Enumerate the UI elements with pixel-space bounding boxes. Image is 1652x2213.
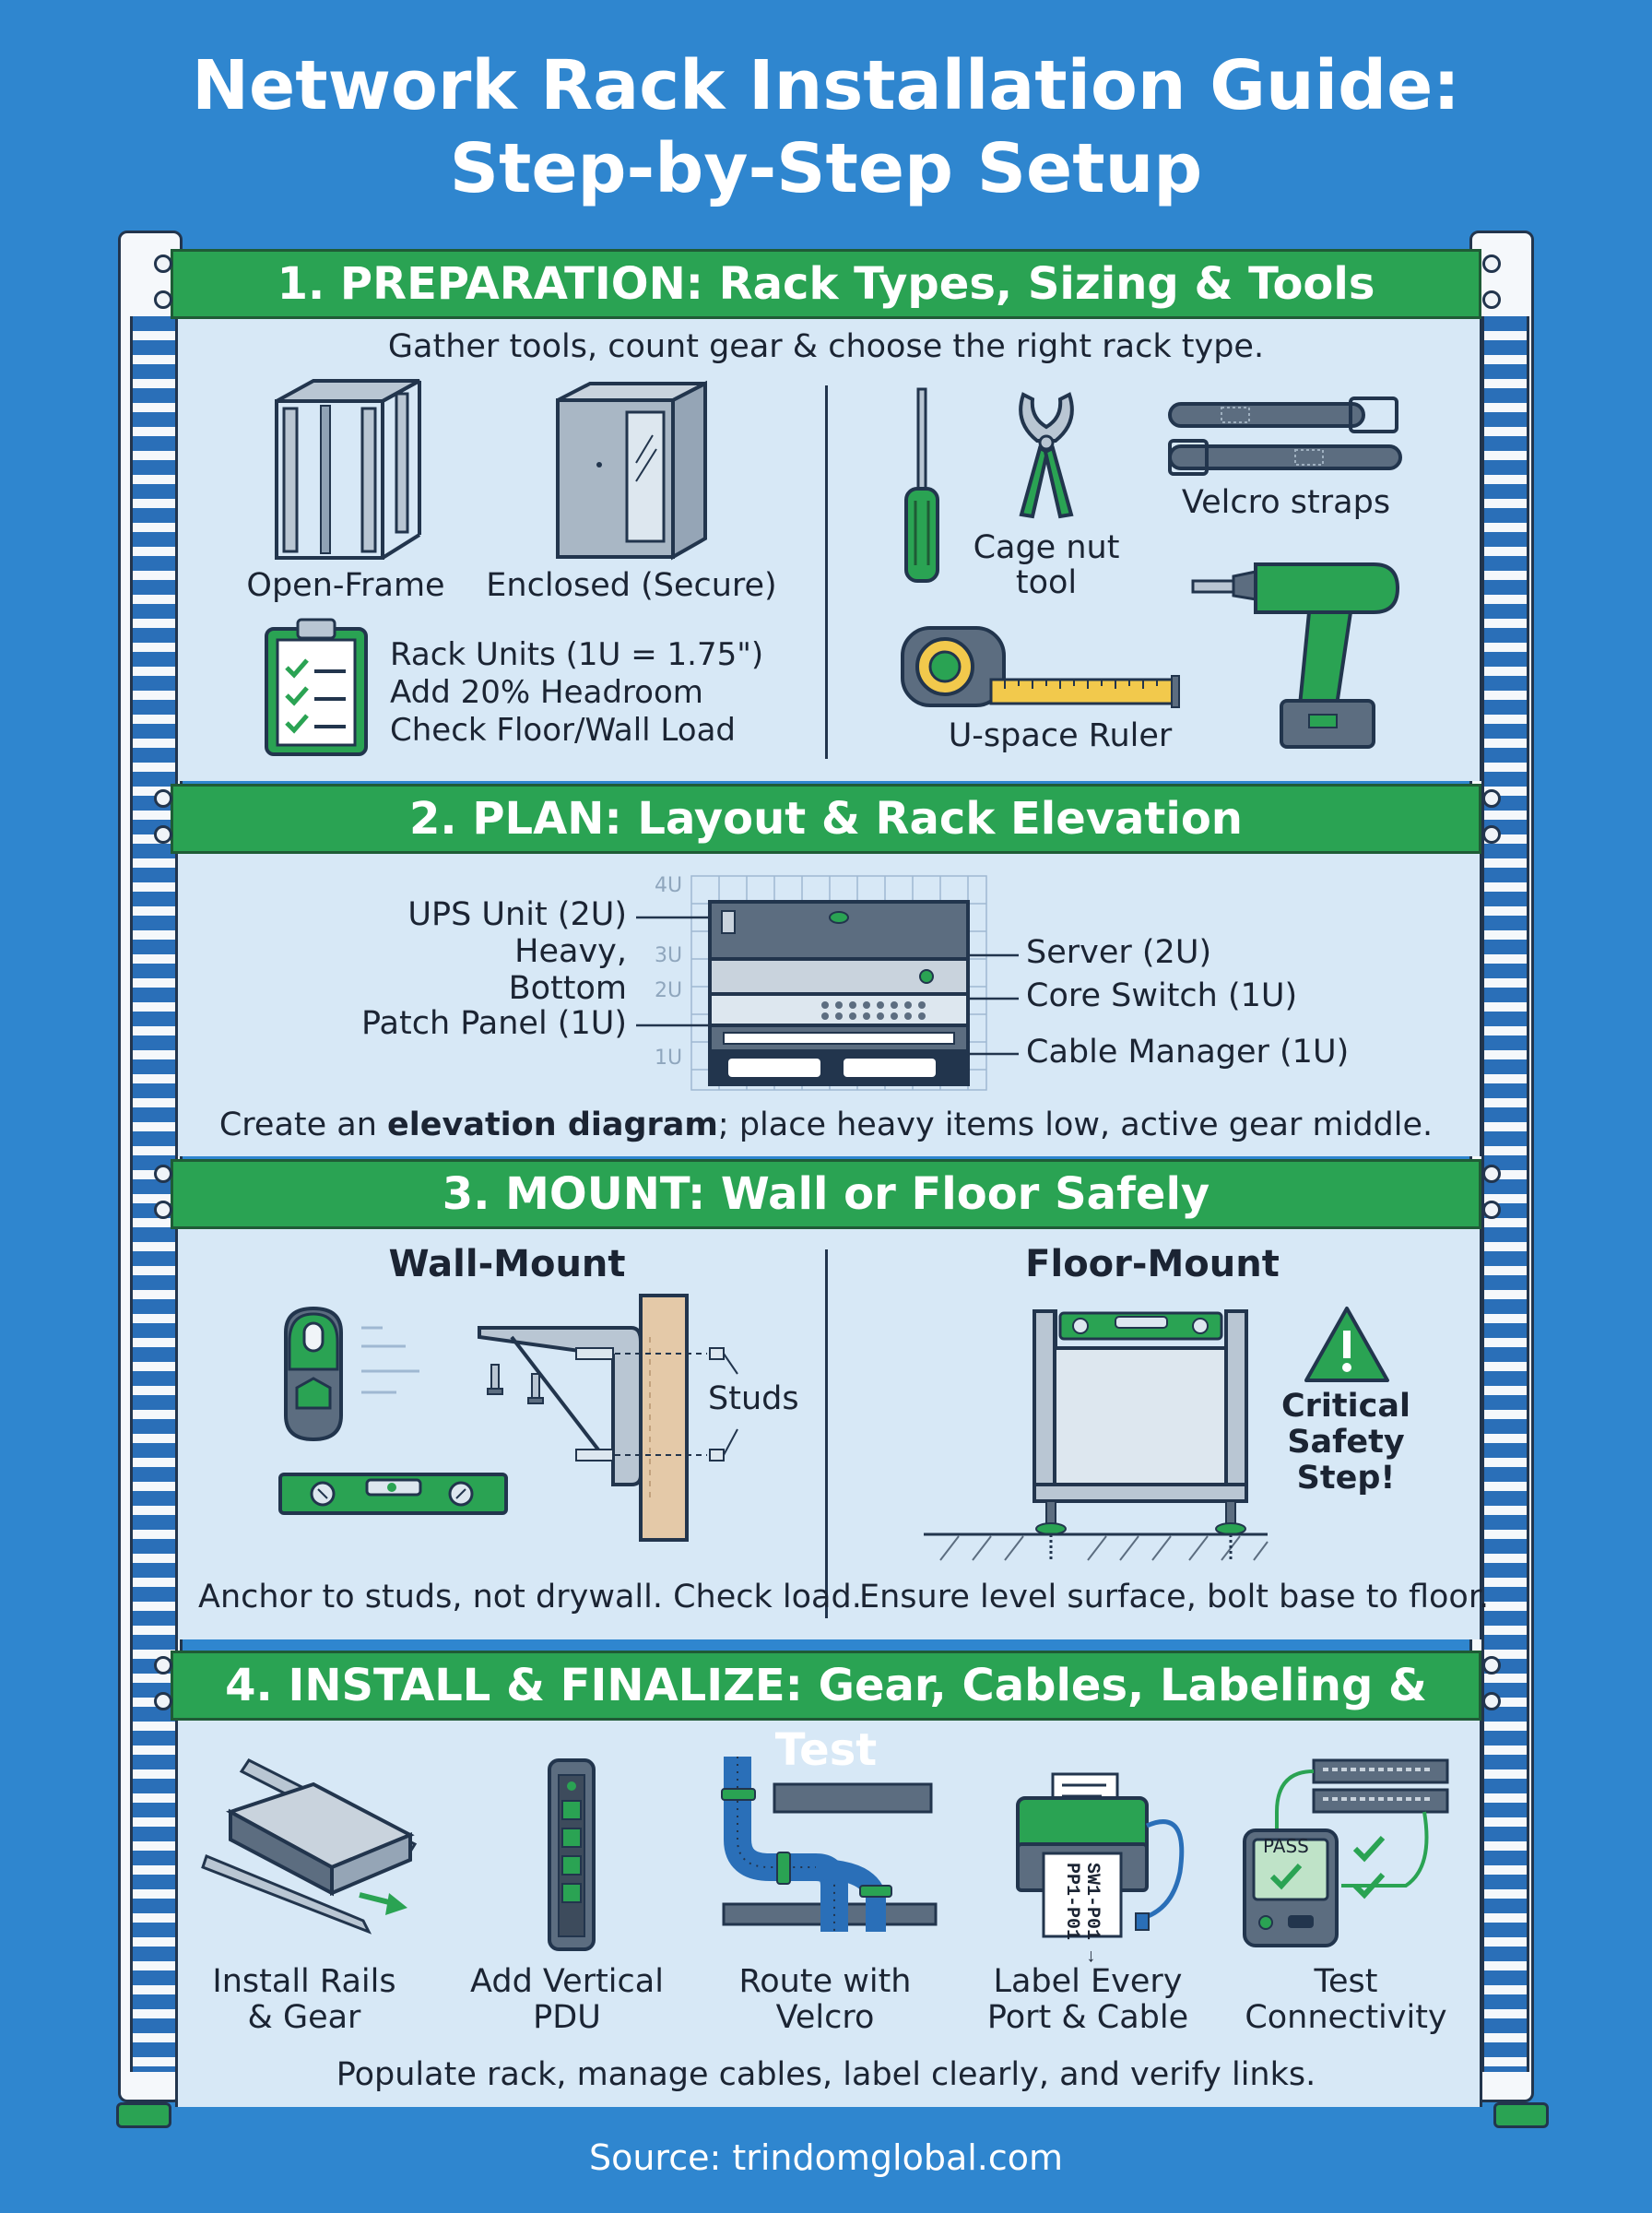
server-label: Server (2U) bbox=[1026, 934, 1212, 971]
ups-unit-sublabel: Heavy, Bottom bbox=[508, 933, 627, 1007]
step-label-line: Route with bbox=[738, 1963, 912, 2000]
source-credit: Source: trindomglobal.com bbox=[588, 2137, 1064, 2178]
step-label-line: Port & Cable bbox=[986, 1999, 1189, 2036]
cage-nut-tool-label-line: tool bbox=[1015, 564, 1078, 601]
step-route-velcro bbox=[714, 1964, 936, 2036]
label-printer-icon bbox=[1014, 1770, 1198, 1936]
ups-unit-label: UPS Unit (2U) bbox=[407, 896, 627, 933]
u-label-4u: 4U bbox=[655, 874, 683, 897]
floor-mount-caption: Ensure level surface, bolt base to floor. bbox=[859, 1579, 1490, 1615]
step-label-line: & Gear bbox=[247, 1999, 361, 2036]
step-label-line: Test bbox=[1314, 1963, 1378, 2000]
title-line-1: Network Rack Installation Guide: bbox=[192, 46, 1460, 125]
checklist-item: Rack Units (1U = 1.75") bbox=[390, 636, 764, 673]
stud-finder-icon bbox=[277, 1305, 433, 1443]
rails-and-gear-icon bbox=[194, 1757, 424, 1932]
title-line-2: Step-by-Step Setup bbox=[449, 129, 1203, 208]
cage-nut-tool-label-line: Cage nut bbox=[973, 529, 1120, 566]
warning-triangle-icon bbox=[1303, 1305, 1391, 1384]
printed-label-line: SW1-P01 → bbox=[1081, 1863, 1103, 1963]
step-label-line: Install Rails bbox=[212, 1963, 396, 2000]
u-label-2u: 2U bbox=[655, 979, 683, 1002]
step-install-rails bbox=[194, 1964, 415, 2036]
u-label-1u: 1U bbox=[655, 1047, 683, 1070]
u-label-3u: 3U bbox=[655, 944, 683, 967]
step-label-line: Connectivity bbox=[1245, 1999, 1447, 2036]
velcro-straps-label: Velcro straps bbox=[1181, 484, 1391, 521]
wall-mount-title: Wall-Mount bbox=[388, 1243, 626, 1285]
core-switch-label: Core Switch (1U) bbox=[1026, 977, 1298, 1014]
section-1-intro: Gather tools, count gear & choose the right rack type. bbox=[387, 328, 1265, 365]
critical-safety-line: Critical bbox=[1280, 1388, 1411, 1425]
open-frame-label: Open-Frame bbox=[246, 567, 445, 604]
section-1-header: 1. PREPARATION: Rack Types, Sizing & Tools bbox=[171, 249, 1481, 319]
cable-routing-icon bbox=[714, 1757, 940, 1932]
checklist-item: Add 20% Headroom bbox=[390, 674, 703, 711]
step-label-ports bbox=[968, 1964, 1208, 2036]
patch-panel-label: Patch Panel (1U) bbox=[361, 1005, 627, 1042]
section-4-header: 4. INSTALL & FINALIZE: Gear, Cables, Labeling & Test bbox=[171, 1651, 1481, 1721]
step-label-line: Label Every bbox=[993, 1963, 1183, 2000]
pass-screen-text: PASS bbox=[1263, 1835, 1309, 1857]
section-4-caption: Populate rack, manage cables, label clearly, and verify links. bbox=[336, 2056, 1316, 2093]
step-test-connectivity bbox=[1226, 1964, 1466, 2036]
u-space-ruler-label: U-space Ruler bbox=[948, 717, 1173, 754]
vertical-pdu-icon bbox=[544, 1757, 599, 1955]
step-label-line: Velcro bbox=[775, 1999, 875, 2036]
wall-mount-caption: Anchor to studs, not drywall. Check load. bbox=[198, 1579, 862, 1615]
section-2-header: 2. PLAN: Layout & Rack Elevation bbox=[171, 784, 1481, 854]
studs-label: Studs bbox=[708, 1380, 799, 1417]
critical-safety-line: Step! bbox=[1296, 1460, 1396, 1497]
step-label-line: PDU bbox=[533, 1999, 601, 2036]
printed-label-text bbox=[1056, 1863, 1102, 1964]
printed-label-line: PP1-P01 bbox=[1061, 1863, 1082, 1941]
checklist-item: Check Floor/Wall Load bbox=[390, 712, 736, 749]
section-3-divider bbox=[825, 1249, 828, 1618]
step-label-line: Add Vertical bbox=[470, 1963, 664, 2000]
cable-manager-label: Cable Manager (1U) bbox=[1026, 1034, 1350, 1071]
caption-text: ; place heavy items low, active gear middle. bbox=[717, 1106, 1434, 1143]
caption-bold-text: elevation diagram bbox=[387, 1106, 718, 1143]
enclosed-label: Enclosed (Secure) bbox=[486, 567, 777, 604]
critical-safety-line: Safety bbox=[1287, 1424, 1405, 1461]
floor-mount-title: Floor-Mount bbox=[1025, 1243, 1280, 1285]
wall-bracket-studs-icon bbox=[475, 1291, 742, 1544]
section-3-header: 3. MOUNT: Wall or Floor Safely bbox=[171, 1159, 1481, 1229]
critical-safety-callout bbox=[1268, 1389, 1424, 1497]
step-add-pdu bbox=[456, 1964, 678, 2036]
floor-mount-rack-icon bbox=[922, 1300, 1272, 1572]
caption-text: Create an bbox=[218, 1106, 388, 1143]
section-2-caption bbox=[175, 1106, 1477, 1143]
